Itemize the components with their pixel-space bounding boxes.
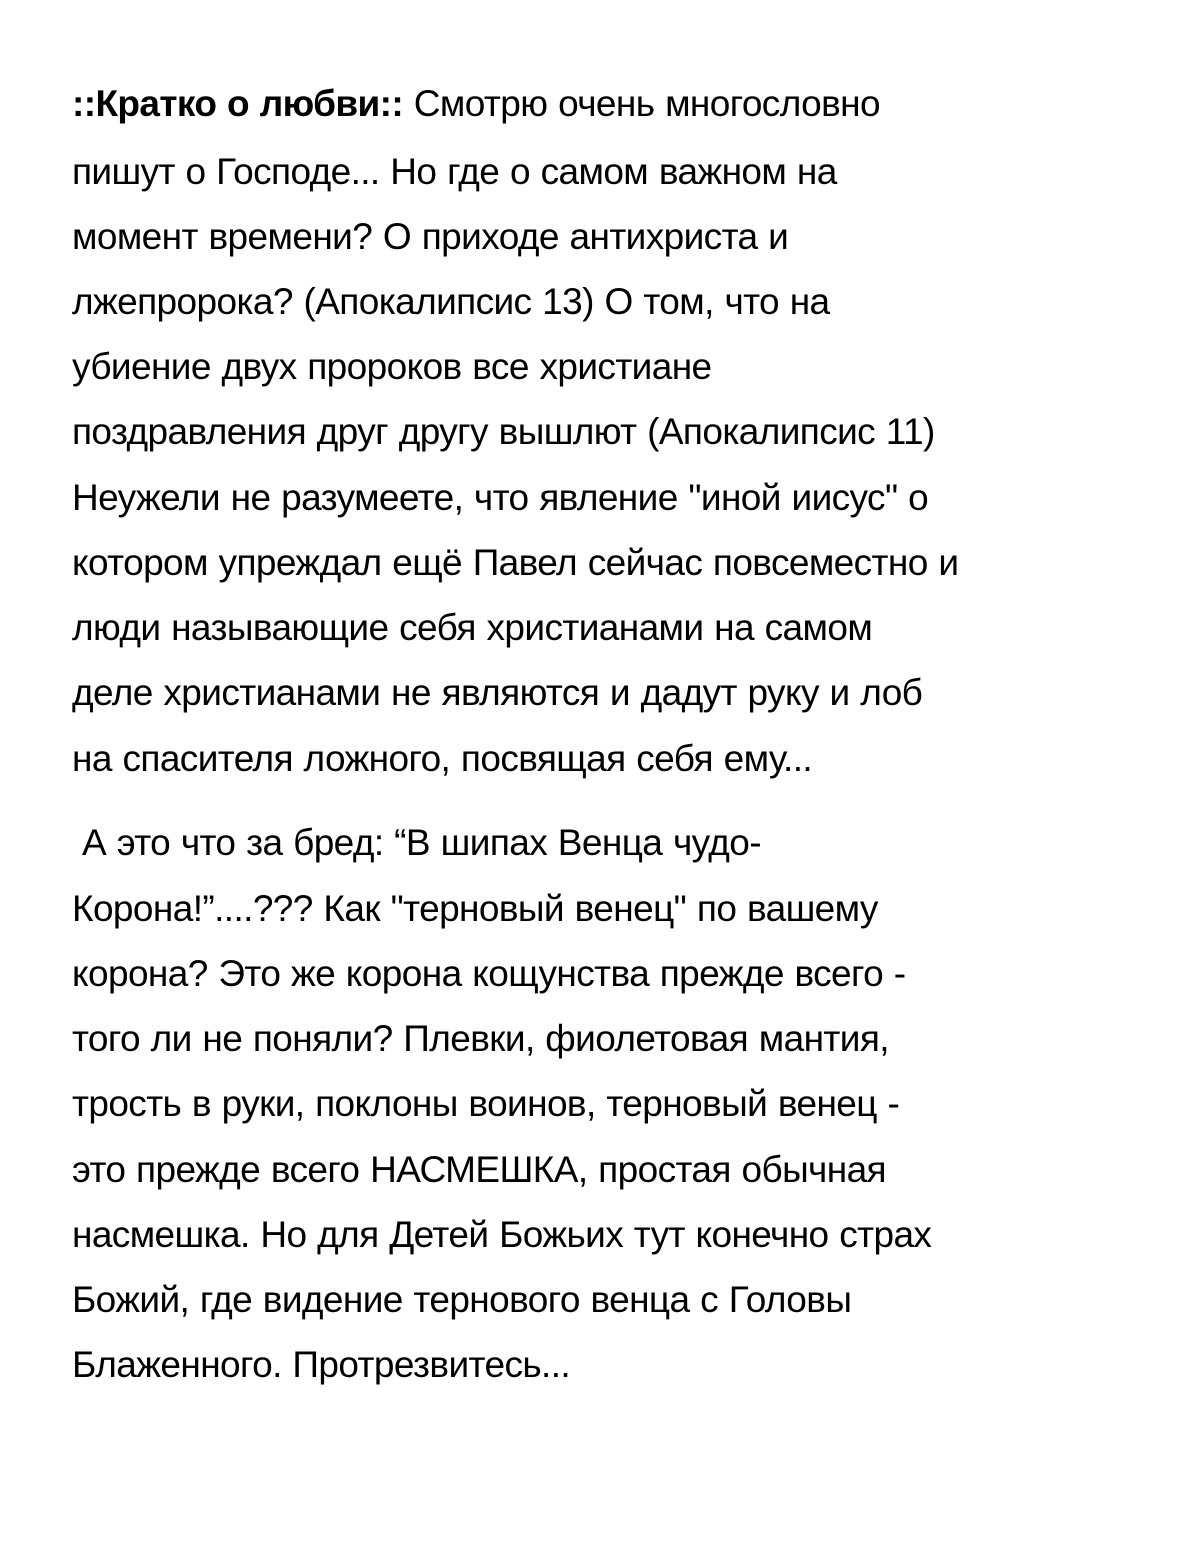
paragraph1-line-9: люди называющие себя христианами на самом [72, 607, 873, 648]
paragraph2-line-6: это прежде всего НАСМЕШКА, простая обычная [72, 1149, 886, 1190]
paragraph1-line-1 [72, 82, 880, 126]
paragraph2-line-3: корона? Это же корона кощунства прежде всего - [72, 953, 906, 994]
paragraph1-line-10: деле христианами не являются и дадут руку и лоб [72, 672, 923, 713]
paragraph2-line-8: Божий, где видение тернового венца с Головы [72, 1279, 852, 1320]
paragraph2-line-2: Корона!”....??? Как "терновый венец" по вашему [72, 888, 878, 929]
paragraph1-line-8: котором упреждал ещё Павел сейчас повсеместно и [72, 542, 959, 583]
paragraph1-line-5: убиение двух пророков все христиане [72, 346, 712, 387]
paragraph1-line-7: Неужели не разумеете, что явление "иной иисус" о [72, 477, 929, 518]
paragraph1-line-2: пишут о Господе... Но где о самом важном на [72, 151, 837, 192]
paragraph1-line-1-text: Смотрю очень многословно [403, 83, 880, 124]
paragraph2-line-4: того ли не поняли? Плевки, фиолетовая мантия, [72, 1018, 889, 1059]
paragraph1-line-6: поздравления друг другу вышлют (Апокалипсис 11) [72, 411, 935, 452]
paragraph1-line-3: момент времени? О приходе антихриста и [72, 216, 789, 257]
paragraph2-line-7: насмешка. Но для Детей Божьих тут конечно страх [72, 1214, 932, 1255]
paragraph1-line-11: на спасителя ложного, посвящая себя ему... [72, 738, 813, 779]
title-heading: ::Кратко о любви:: [72, 83, 404, 124]
paragraph2-line-9: Блаженного. Протрезвитесь... [72, 1344, 571, 1385]
paragraph2-line-5: трость в руки, поклоны воинов, терновый венец - [72, 1083, 900, 1124]
paragraph2-line-1: А это что за бред: “В шипах Венца чудо- [82, 822, 761, 863]
paragraph1-line-4: лжепророка? (Апокалипсис 13) О том, что на [72, 281, 830, 322]
